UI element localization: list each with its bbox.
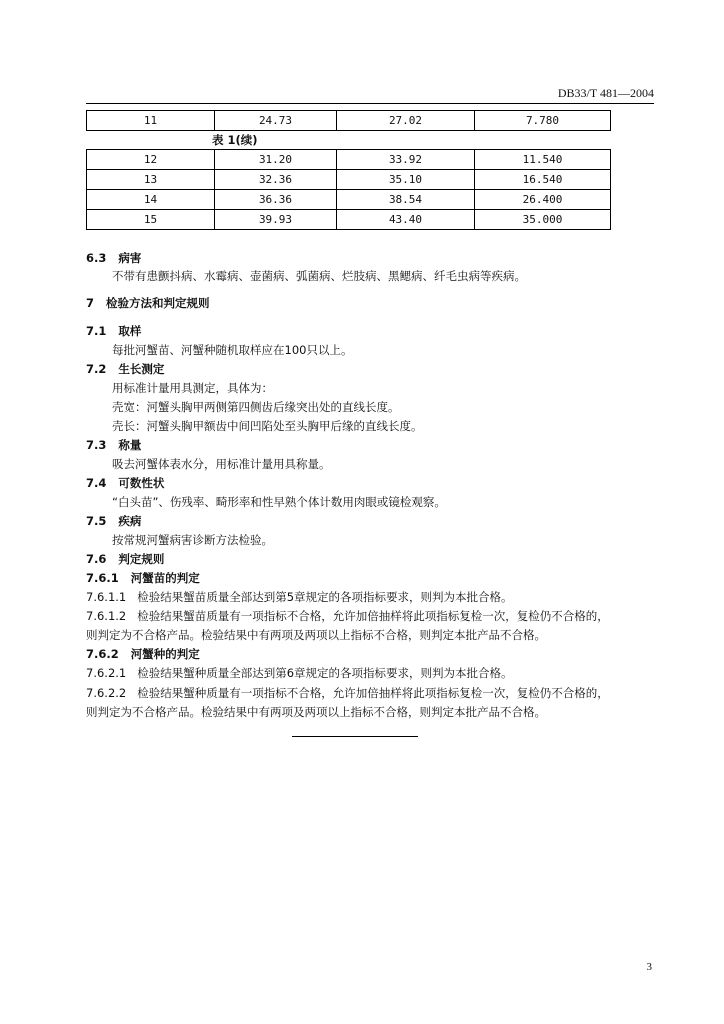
table-cell: 27.02 — [337, 111, 475, 131]
page-number: 3 — [646, 961, 652, 973]
document-code: DB33/T 481—2004 — [557, 86, 654, 100]
table-1-continued-body — [87, 150, 611, 230]
section-7-2-body-2: 壳宽：河蟹头胸甲两侧第四侧齿后缘突出处的直线长度。 — [112, 400, 400, 414]
section-title: 河蟹苗的判定 — [130, 571, 200, 585]
header-rule — [86, 103, 654, 104]
table-cell: 33.92 — [337, 150, 475, 170]
section-7-6-2-1 — [86, 664, 513, 683]
section-number: 7 — [86, 296, 95, 310]
table-row — [87, 150, 611, 170]
section-number: 7.1 — [86, 324, 107, 338]
section-number: 7.6 — [86, 552, 107, 566]
section-title: 河蟹种的判定 — [130, 647, 200, 661]
section-7-6-1-2-line-2: 则判定为不合格产品。检验结果中有两项及两项以上指标不合格，则判定本批产品不合格。 — [86, 628, 546, 642]
section-7-3-body: 吸去河蟹体表水分，用标准计量用具称量。 — [112, 457, 331, 471]
table-cell: 15 — [87, 210, 215, 230]
section-7-3-heading — [86, 436, 141, 455]
table-caption: 表 1(续) — [212, 133, 258, 147]
table-cell: 35.10 — [337, 170, 475, 190]
table-1-top — [86, 110, 611, 131]
section-7-6-2-heading — [86, 645, 200, 664]
section-7-1-body: 每批河蟹苗、河蟹种随机取样应在100只以上。 — [112, 343, 353, 357]
table-1-continued — [86, 149, 611, 230]
section-7-2-heading — [86, 360, 164, 379]
table-row — [87, 111, 611, 131]
section-title: 可数性状 — [118, 476, 165, 490]
table-cell: 36.36 — [215, 190, 337, 210]
section-7-2-body-3: 壳长：河蟹头胸甲额齿中间凹陷处至头胸甲后缘的直线长度。 — [112, 419, 423, 433]
table-cell: 38.54 — [337, 190, 475, 210]
section-7-1-heading — [86, 322, 141, 341]
section-number: 7.6.2 — [86, 647, 119, 661]
section-7-6-2-2-line-1 — [86, 684, 609, 703]
section-body: 检验结果蟹苗质量有一项指标不合格，允许加倍抽样将此项指标复检一次，复检仍不合格的， — [137, 609, 609, 623]
table-cell: 7.780 — [475, 111, 611, 131]
section-7-5-heading — [86, 512, 141, 531]
section-body: 检验结果蟹苗质量全部达到第5章规定的各项指标要求，则判为本批合格。 — [137, 590, 513, 604]
table-cell: 14 — [87, 190, 215, 210]
section-body: 检验结果蟹种质量全部达到第6章规定的各项指标要求，则判为本批合格。 — [137, 666, 513, 680]
section-number: 7.6.1.1 — [86, 590, 127, 604]
section-7-6-1-2-line-1 — [86, 607, 609, 626]
table-cell: 26.400 — [475, 190, 611, 210]
section-7-6-heading — [86, 550, 164, 569]
section-number: 6.3 — [86, 251, 107, 265]
section-title: 病害 — [118, 251, 142, 265]
section-7-6-2-2-line-2: 则判定为不合格产品。检验结果中有两项及两项以上指标不合格，则判定本批产品不合格。 — [86, 705, 546, 719]
section-7-6-1-1 — [86, 588, 513, 607]
section-body: 检验结果蟹种质量有一项指标不合格，允许加倍抽样将此项指标复检一次，复检仍不合格的， — [137, 686, 609, 700]
table-cell: 39.93 — [215, 210, 337, 230]
section-number: 7.4 — [86, 476, 107, 490]
section-6-3-body: 不带有患颤抖病、水霉病、壶菌病、弧菌病、烂肢病、黑鳃病、纤毛虫病等疾病。 — [112, 269, 526, 283]
section-7-5-body: 按常规河蟹病害诊断方法检验。 — [112, 533, 273, 547]
section-6-3-heading — [86, 249, 141, 268]
section-title: 判定规则 — [118, 552, 165, 566]
table-row — [87, 190, 611, 210]
table-cell: 43.40 — [337, 210, 475, 230]
section-title: 检验方法和判定规则 — [106, 296, 210, 310]
table-cell: 35.000 — [475, 210, 611, 230]
table-row — [87, 210, 611, 230]
section-number: 7.6.1 — [86, 571, 119, 585]
table-cell: 31.20 — [215, 150, 337, 170]
section-number: 7.5 — [86, 514, 107, 528]
table-cell: 16.540 — [475, 170, 611, 190]
section-7-6-1-heading — [86, 569, 200, 588]
section-7-2-body-1: 用标准计量用具测定，具体为： — [112, 381, 273, 395]
section-title: 疾病 — [118, 514, 142, 528]
section-7-4-body: “白头苗”、伤残率、畸形率和性早熟个体计数用肉眼或镜检观察。 — [112, 495, 446, 509]
section-7-4-heading — [86, 474, 164, 493]
table-cell: 24.73 — [215, 111, 337, 131]
table-1-top-body — [87, 111, 611, 131]
table-cell: 11 — [87, 111, 215, 131]
section-title: 生长测定 — [118, 362, 165, 376]
section-number: 7.3 — [86, 438, 107, 452]
section-7-heading — [86, 294, 210, 313]
table-cell: 32.36 — [215, 170, 337, 190]
end-rule — [292, 736, 418, 737]
table-cell: 12 — [87, 150, 215, 170]
section-number: 7.6.1.2 — [86, 609, 127, 623]
section-title: 称量 — [118, 438, 142, 452]
section-number: 7.2 — [86, 362, 107, 376]
section-title: 取样 — [118, 324, 142, 338]
table-cell: 13 — [87, 170, 215, 190]
table-row — [87, 170, 611, 190]
section-number: 7.6.2.1 — [86, 666, 127, 680]
section-number: 7.6.2.2 — [86, 686, 127, 700]
table-cell: 11.540 — [475, 150, 611, 170]
